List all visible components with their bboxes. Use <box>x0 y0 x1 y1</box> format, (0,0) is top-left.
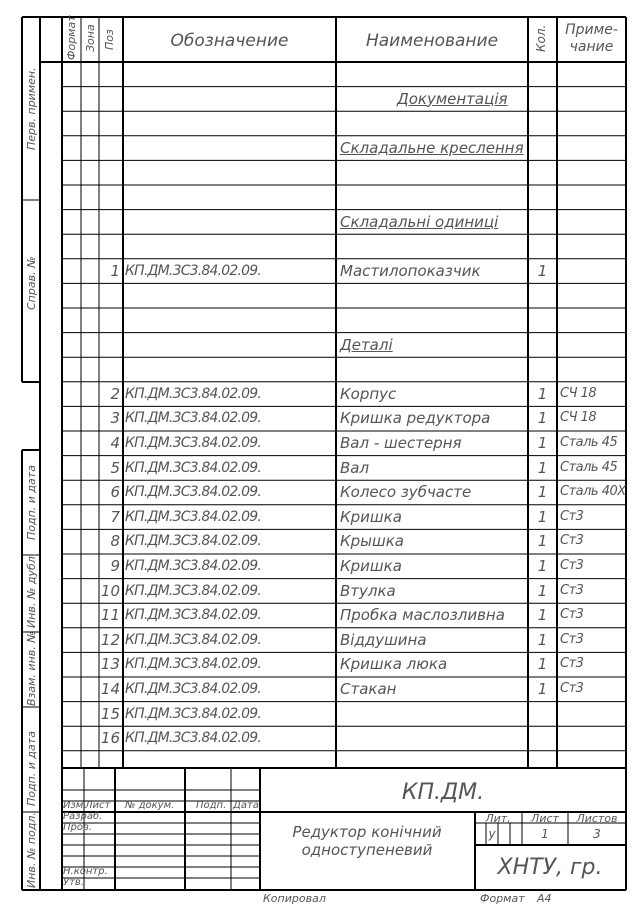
row-name: Колесо зубчасте <box>340 483 472 502</box>
row-pos: 16 <box>100 729 120 748</box>
tb-listov-value: 3 <box>593 827 601 841</box>
row-name: Втулка <box>340 581 396 600</box>
row-designation: КП.ДМ.3С3.84.02.09. <box>125 459 262 476</box>
tb-lit: Лит. <box>485 812 511 825</box>
row-qty: 1 <box>537 581 548 600</box>
row-designation: КП.ДМ.3С3.84.02.09. <box>125 385 262 402</box>
row-note: Ст3 <box>560 558 584 573</box>
side-inv-podl: Инв. № подл. <box>25 812 38 888</box>
tb-prov: Пров. <box>63 822 93 833</box>
row-pos: 12 <box>100 630 120 649</box>
row-pos: 10 <box>100 581 120 600</box>
header-designation: Обозначение <box>170 31 289 51</box>
tb-nkontr: Н.контр. <box>63 866 108 877</box>
side-podp-data-1: Подп. и дата <box>25 465 38 540</box>
tb-utv: Утв. <box>63 877 84 888</box>
row-designation: КП.ДМ.3С3.84.02.09. <box>125 558 262 574</box>
row-pos: 13 <box>100 655 120 674</box>
side-sprav: Справ. № <box>25 256 38 310</box>
row-note: Ст3 <box>560 631 584 647</box>
row-note: Сталь 45 <box>560 459 618 475</box>
header-pos: Поз <box>103 29 116 50</box>
row-designation: КП.ДМ.3С3.84.02.09. <box>125 533 262 550</box>
row-pos: 4 <box>110 434 120 452</box>
row-note: Ст3 <box>560 607 584 623</box>
row-note: Сталь 40Х <box>560 484 626 500</box>
row-designation: КП.ДМ.3С3.84.02.09. <box>125 508 262 525</box>
row-qty: 1 <box>537 630 548 649</box>
row-qty: 1 <box>537 655 548 674</box>
row-designation: КП.ДМ.3С3.84.02.09. <box>125 730 262 747</box>
row-designation: КП.ДМ.3С3.84.02.09. <box>125 582 262 599</box>
footer-format: Формат <box>480 892 525 905</box>
row-designation: КП.ДМ.3С3.84.02.09. <box>125 705 262 722</box>
tb-razrab: Разраб. <box>63 811 103 822</box>
doc-code: КП.ДМ. <box>401 780 485 805</box>
row-pos: 15 <box>100 704 120 723</box>
row-designation: КП.ДМ.3С3.84.02.09. <box>125 607 262 624</box>
tb-listov: Листов <box>576 812 618 825</box>
tb-list-value: 1 <box>541 827 549 841</box>
row-note: Ст3 <box>560 681 584 696</box>
header-qty: Кол. <box>534 24 548 52</box>
row-name: Корпус <box>340 384 397 403</box>
row-name: Кришка редуктора <box>340 409 491 428</box>
header-note-2: чание <box>569 39 614 55</box>
row-designation: КП.ДМ.3С3.84.02.09. <box>125 262 262 279</box>
row-note: Ст3 <box>560 533 584 549</box>
row-qty: 1 <box>537 458 548 477</box>
row-qty: 1 <box>537 680 548 698</box>
row-note: Ст3 <box>560 656 584 672</box>
header-zone: Зона <box>84 24 97 52</box>
row-qty: 1 <box>537 384 548 403</box>
tb-list: Лист <box>85 800 111 811</box>
row-section: Документація <box>397 89 508 108</box>
tb-org: ХНТУ, гр. <box>497 855 603 880</box>
side-podp-data-2: Подп. и дата <box>25 731 38 806</box>
row-qty: 1 <box>537 434 548 452</box>
tb-lit-value: у <box>488 827 496 841</box>
tb-izm: Изм. <box>63 800 87 811</box>
row-qty: 1 <box>537 532 548 551</box>
tb-title-2: одноступеневий <box>301 841 433 859</box>
row-pos: 1 <box>110 261 120 280</box>
row-name: Пробка маслозливна <box>340 606 505 625</box>
side-vzam-inv: Взам. инв. № <box>25 631 38 706</box>
row-name: Крышка <box>340 532 404 551</box>
row-note: Сталь 45 <box>560 435 618 450</box>
row-designation: КП.ДМ.3С3.84.02.09. <box>125 410 262 427</box>
row-designation: КП.ДМ.3С3.84.02.09. <box>125 631 262 648</box>
row-section: Складальні одиниці <box>340 212 499 231</box>
row-name: Кришка люка <box>340 655 448 674</box>
row-name: Мастилопоказчик <box>340 261 481 280</box>
row-name: Вал <box>340 458 370 477</box>
side-perv-primen: Перв. примен. <box>25 67 38 150</box>
row-pos: 11 <box>100 606 120 625</box>
row-note: СЧ 18 <box>560 410 597 426</box>
row-designation: КП.ДМ.3С3.84.02.09. <box>125 484 262 501</box>
row-name: Кришка <box>340 557 402 575</box>
row-qty: 1 <box>537 261 548 280</box>
header-format: Формат <box>65 15 78 60</box>
row-qty: 1 <box>537 507 548 526</box>
row-pos: 2 <box>110 384 120 403</box>
row-qty: 1 <box>537 557 548 575</box>
row-pos: 14 <box>100 680 120 698</box>
row-note: Ст3 <box>560 582 584 598</box>
row-designation: КП.ДМ.3С3.84.02.09. <box>125 681 262 697</box>
tb-podp: Подп. <box>196 800 227 811</box>
row-note: СЧ 18 <box>560 385 597 401</box>
row-pos: 7 <box>110 507 120 526</box>
footer-kopiroval: Копировал <box>263 892 326 905</box>
row-designation: КП.ДМ.3С3.84.02.09. <box>125 435 262 451</box>
row-pos: 9 <box>110 557 120 575</box>
tb-data: Дата <box>233 800 259 811</box>
row-pos: 5 <box>110 458 120 477</box>
row-pos: 6 <box>110 483 120 502</box>
row-name: Стакан <box>340 680 397 698</box>
row-designation: КП.ДМ.3С3.84.02.09. <box>125 656 262 673</box>
tb-list-hdr: Лист <box>531 812 559 825</box>
row-pos: 8 <box>110 532 120 551</box>
row-qty: 1 <box>537 483 548 502</box>
header-name: Наименование <box>365 31 499 51</box>
row-qty: 1 <box>537 606 548 625</box>
footer-format-value: А4 <box>537 892 552 905</box>
side-inv-dubl: Инв. № дубл. <box>25 552 38 628</box>
row-section: Деталі <box>340 335 393 354</box>
tb-title-1: Редуктор конічний <box>292 823 442 841</box>
row-name: Кришка <box>340 507 402 526</box>
row-name: Віддушина <box>340 630 427 649</box>
row-name: Вал - шестерня <box>340 434 462 452</box>
header-note-1: Приме- <box>565 22 618 38</box>
tb-ndokum: № докум. <box>125 800 175 811</box>
row-pos: 3 <box>110 409 120 428</box>
row-note: Ст3 <box>560 508 584 524</box>
row-name: Складальне креслення <box>340 138 524 157</box>
row-qty: 1 <box>537 409 548 428</box>
